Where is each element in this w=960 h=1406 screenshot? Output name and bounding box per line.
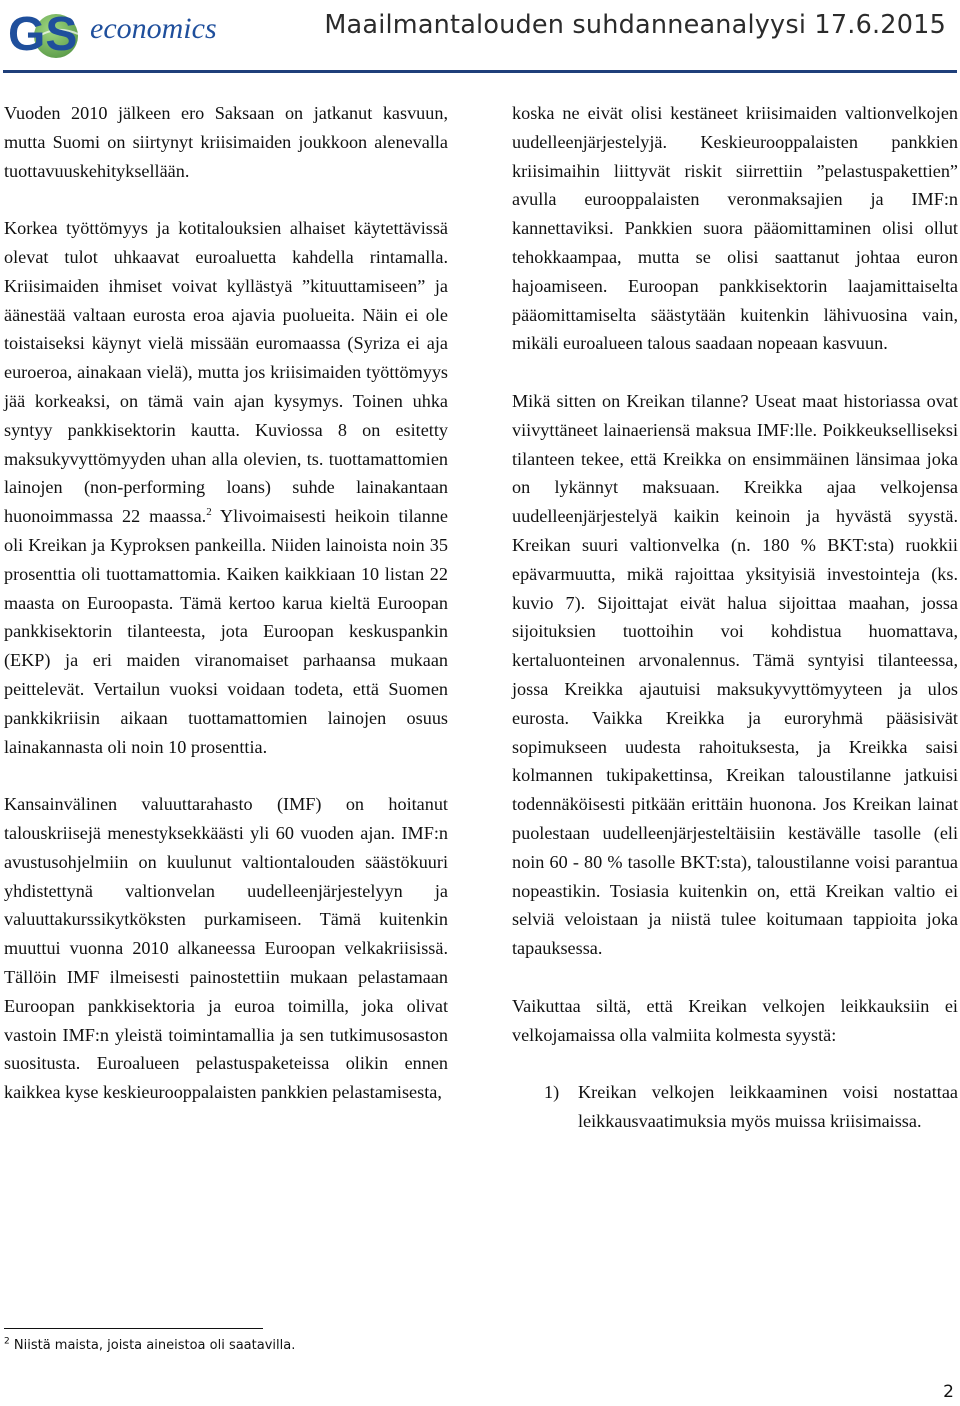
paragraph: [4, 214, 448, 761]
footnote-ref[interactable]: 2: [206, 506, 212, 519]
list-item: [512, 1078, 958, 1136]
paragraph: Vuoden 2010 jälkeen ero Saksaan on jatkanut kasvuun, mutta Suomi on siirtynyt kriisimaiden joukkoon alenevalla tuottavuuskehityksellään.: [4, 103, 448, 181]
logo-gs: GS: [8, 8, 78, 61]
logo-wordmark: economics: [90, 12, 217, 45]
right-column: [512, 99, 958, 1136]
left-column: [4, 99, 448, 1107]
footnote-divider: [4, 1328, 263, 1329]
page-header: [0, 0, 960, 86]
paragraph: koska ne eivät olisi kestäneet kriisimaiden valtionvelkojen uudelleenjärjestelyjä. Keskieurooppalaisten pankkien kriisimaihin liittyvät riskit siirrettiin ”pelastuspakettien” avulla eurooppalaisten veronmaksajien ja IMF:n kannettaviksi. Pankkien suora pääomittaminen olisi ollut tehokkaampaa, mutta se olisi saattanut johtaa euron hajoamiseen. Euroopan pankkisektorin laajamittaiselta pääomittamiselta säästytään kuitenkin lähivuosina vain, mikäli euroalueen talous saadaan nopeaan kasvuun.: [512, 103, 958, 354]
paragraph: Vaikuttaa siltä, että Kreikan velkojen leikkauksiin ei velkojamaissa olla valmiita kolmesta syystä:: [512, 995, 958, 1045]
footnote-text: Niistä maista, joista aineistoa oli saatavilla.: [13, 1338, 296, 1353]
paragraph-text: Ylivoimaisesti heikoin tilanne oli Kreikan ja Kyproksen pankeilla. Niiden lainoista noin 35 prosenttia oli tuottamattomia. Kaiken kaikkiaan 10 listan 22 maasta on Euroopasta. Tämä kertoo karua kieltä Euroopan pankkisektorin tilanteesta, jota Euroopan keskuspankin (EKP) ja eri maiden viranomaiset parhaansa mukaan peittelevät. Vertailun vuoksi voidaan todeta, että Suomen pankkikriisin aikaan tuottamattomien lainojen osuus lainakannasta oli noin 10 prosenttia.: [4, 506, 448, 757]
header-rule: [3, 70, 957, 73]
list-text: Kreikan velkojen leikkaaminen voisi nostattaa leikkausvaatimuksia myös muissa kriisimaissa.: [578, 1082, 958, 1131]
gs-economics-logo: [6, 2, 256, 64]
footnote: [4, 1338, 295, 1353]
report-title: Maailmantalouden suhdanneanalyysi 17.6.2015: [324, 10, 946, 40]
paragraph: Mikä sitten on Kreikan tilanne? Useat maat historiassa ovat viivyttäneet lainaeriensä maksua IMF:lle. Poikkeukselliseksi tilanteen tekee, että Kreikka on ensimmäinen länsimaa joka on lykännyt maksuaan. Kreikka ajaa velkojensa uudelleenjärjestelyä kaikin keinoin ja hyvästä syystä. Kreikan suuri valtionvelka (n. 180 % BKT:sta) ruokkii epävarmuutta, mikä rajoittaa yksityisiä investointeja (ks. kuvio 7). Sijoittajat eivät halua sijoittaa maahan, jossa sijoituksien tuottoihin voi kohdistua huomattava, kertaluonteinen arvonalennus. Tämä syntyisi tilanteessa, jossa Kreikka ajautuisi maksukyvyttömyyteen ja ulos eurosta. Vaikka Kreikka ja euroryhmä pääsisivät sopimukseen uudesta rahoituksesta, ja Kreikka saisi kolmannen tukipakettinsa, Kreikan taloustilanne jatkuisi todennäköisesti pitkään erittäin huonona. Jos Kreikan lainat puolestaan uudelleenjärjesteltäisiin kestävälle tasolle (eli noin 60 - 80 % tasolle BKT:sta), taloustilanne voisi parantua nopeastikin. Tosiasia kuitenkin on, että Kreikan valtio ei selviä veloistaan ja niistä tulee koitumaan tappioita joka tapauksessa.: [512, 390, 958, 959]
paragraph-text: Korkea työttömyys ja kotitalouksien alhaiset käytettävissä olevat tulot uhkaavat euroaluetta kahdella rintamalla. Kriisimaiden ihmiset voivat kyllästyä ”kituuttamiseen” ja äänestää valtaan eurosta eroa ajavia puolueita. Näin ei ole toistaiseksi käynyt vielä missään euromaassa (Syriza ei aja euroeroa, ainakaan vielä), mutta jos kriisimaiden työttömyys jää korkeaksi, on tämä vain ajan kysymys. Toinen uhka syntyy pankkisektorin kautta. Kuviossa 8 on esitetty maksukyvyttömyyden uhan alla olevien, ts. tuottamattomien lainojen (non-performing loans) suhde lainakantaan huonoimmassa 22 maassa.: [4, 218, 448, 527]
list-number: 1): [544, 1082, 560, 1103]
paragraph: Kansainvälinen valuuttarahasto (IMF) on hoitanut talouskriisejä menestyksekkäästi yli 60 vuoden ajan. IMF:n avustusohjelmiin on kuulunut valtiontalouden säästökuuri yhdistettynä valtionvelan uudelleenjärjestelyyn ja valuuttakurssikytköksten purkamiseen. Tämä kuitenkin muuttui vuonna 2010 alkaneessa Euroopan velkakriisissä. Tällöin IMF ilmeisesti painostettiin mukaan pelastamaan Euroopan pankkisektoria ja euroa toimilla, joka olivat vastoin IMF:n yleistä toimintamallia ja sen tutkimusosaston suositusta. Euroalueen pelastuspaketeissa olikin ennen kaikkea kyse keskieurooppalaisten pankkien pelastamisesta,: [4, 794, 448, 1103]
page-number: 2: [943, 1382, 954, 1402]
footnote-number: 2: [4, 1336, 10, 1347]
